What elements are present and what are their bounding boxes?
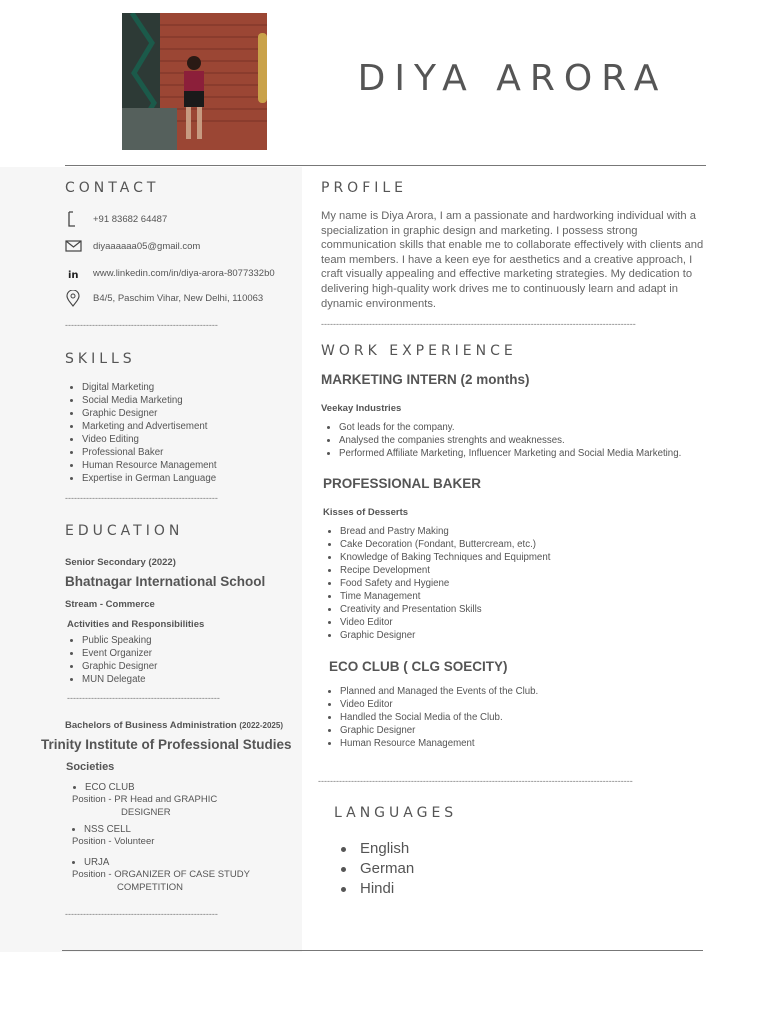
contact-address [65, 290, 300, 308]
position-continued: COMPETITION [117, 882, 183, 893]
society-position [72, 836, 154, 847]
list-item: Graphic Designer [340, 629, 550, 642]
degree-name: Bachelors of Business Administration [65, 720, 237, 731]
list-item: Expertise in German Language [82, 473, 217, 484]
languages-list [334, 839, 414, 899]
profile-text: My name is Diya Arora, I am a passionate and hardworking individual with a specialization in graphic design and marketing. I possess strong communication skills that enable me to collaborate effectively with clients and team members. I have a keen eye for aesthetics and a creative approach, I craft visually appealing and effective marketing strategies. My dedication to delivering high-quality work drives me to continuously learn and adapt in dynamic environments. [321, 210, 704, 310]
school-name: Bhatnagar International School [65, 574, 266, 589]
candidate-name: DIYA ARORA [357, 58, 668, 99]
skills-list [65, 381, 217, 485]
activities-title: Activities and Responsibilities [67, 619, 205, 630]
linkedin-icon [65, 265, 81, 281]
list-item: Analysed the companies strenghts and weaknesses. [339, 434, 681, 447]
email-address[interactable]: diyaaaaaa05@gmail.com [93, 241, 201, 252]
list-item: Food Safety and Hygiene [340, 577, 550, 590]
societies-title: Societies [66, 761, 115, 773]
list-item: Bread and Pastry Making [340, 525, 550, 538]
job-org: Kisses of Desserts [323, 507, 409, 518]
list-item: Graphic Designer [340, 724, 538, 737]
profile-divider: --------------------------------------------------------------------------------------------------------- [321, 319, 636, 329]
list-item: Human Resource Management [340, 737, 538, 750]
education-divider: --------------------------------------------------- [65, 909, 218, 919]
contact-phone [65, 211, 300, 229]
school-stream: Stream - Commerce [65, 599, 155, 610]
position-value: Volunteer [114, 836, 155, 847]
position-label: Position - [72, 794, 115, 805]
list-item: Got leads for the company. [339, 421, 681, 434]
envelope-icon [65, 238, 81, 254]
society-position [72, 869, 250, 880]
list-item: Cake Decoration (Fondant, Buttercream, etc.) [340, 538, 550, 551]
list-item: Handled the Social Media of the Club. [340, 711, 538, 724]
profile-photo [122, 13, 267, 150]
contact-title: CONTACT [65, 180, 160, 196]
job-org: Veekay Industries [321, 403, 402, 414]
list-item: German [360, 860, 415, 877]
contact-divider: --------------------------------------------------- [65, 320, 218, 330]
list-item: URJA [84, 857, 110, 868]
degree [65, 720, 283, 731]
school-divider: --------------------------------------------------- [67, 693, 220, 703]
education-title: EDUCATION [65, 523, 184, 539]
position-value: PR Head and GRAPHIC [114, 794, 218, 805]
list-item: Graphic Designer [82, 407, 217, 420]
list-item: Hindi [360, 879, 414, 899]
list-item: Social Media Marketing [82, 394, 217, 407]
society-nss-cell [67, 823, 131, 836]
job-title: MARKETING INTERN (2 months) [321, 372, 530, 387]
list-item: Creativity and Presentation Skills [340, 603, 550, 616]
position-continued: DESIGNER [121, 807, 171, 818]
location-pin-icon [65, 290, 81, 306]
contact-linkedin [65, 265, 300, 283]
list-item: Video Editing [82, 433, 217, 446]
college-name: Trinity Institute of Professional Studies [41, 737, 292, 752]
job-duties [322, 421, 681, 460]
list-item: MUN Delegate [82, 673, 157, 686]
phone-number: +91 83682 64487 [93, 214, 168, 225]
society-eco-club [68, 781, 135, 794]
list-item: NSS CELL [84, 824, 131, 835]
list-item: Human Resource Management [82, 460, 217, 471]
list-item: Professional Baker [82, 446, 217, 459]
profile-title: PROFILE [321, 180, 408, 196]
list-item: ECO CLUB [85, 782, 135, 793]
skills-divider: --------------------------------------------------- [65, 493, 218, 503]
header-divider [65, 165, 706, 166]
list-item: English [360, 839, 414, 859]
list-item: Event Organizer [82, 647, 157, 660]
list-item: Graphic Designer [82, 661, 158, 672]
address: B4/5, Paschim Vihar, New Delhi, 110063 [93, 293, 264, 304]
list-item: Public Speaking [82, 634, 157, 647]
linkedin-url[interactable]: www.linkedin.com/in/diya-arora-8077332b0 [93, 268, 275, 279]
list-item: Performed Affiliate Marketing, Influencer Marketing and Social Media Marketing. [339, 448, 682, 459]
school-level: Senior Secondary (2022) [65, 557, 176, 568]
list-item: Digital Marketing [82, 381, 217, 394]
position-label: Position - [72, 836, 115, 847]
job-duties [323, 685, 538, 750]
activities-list [65, 634, 157, 686]
list-item: Recipe Development [340, 564, 550, 577]
list-item: Time Management [340, 590, 550, 603]
list-item: Knowledge of Baking Techniques and Equipment [340, 552, 551, 563]
position-label: Position - [72, 869, 115, 880]
list-item: Marketing and Advertisement [82, 420, 217, 433]
work-divider: --------------------------------------------------------------------------------------------------------- [318, 776, 633, 786]
contact-email [65, 238, 300, 256]
footer-divider [62, 950, 703, 951]
languages-title: LANGUAGES [334, 805, 458, 821]
list-item: Video Editor [340, 616, 550, 629]
job-title: PROFESSIONAL BAKER [323, 476, 482, 491]
list-item: Planned and Managed the Events of the Club. [340, 686, 539, 697]
skills-title: SKILLS [65, 351, 136, 367]
list-item: Video Editor [340, 698, 538, 711]
svg-text:in: in [68, 270, 79, 281]
society-urja [67, 856, 109, 869]
job-duties [323, 525, 550, 642]
work-title: WORK EXPERIENCE [321, 343, 517, 359]
society-position [72, 794, 217, 805]
job-title: ECO CLUB ( CLG SOECITY) [329, 659, 508, 674]
phone-icon [65, 211, 81, 227]
position-value: ORGANIZER OF CASE STUDY [114, 869, 250, 880]
degree-years: (2022-2025) [239, 721, 283, 730]
